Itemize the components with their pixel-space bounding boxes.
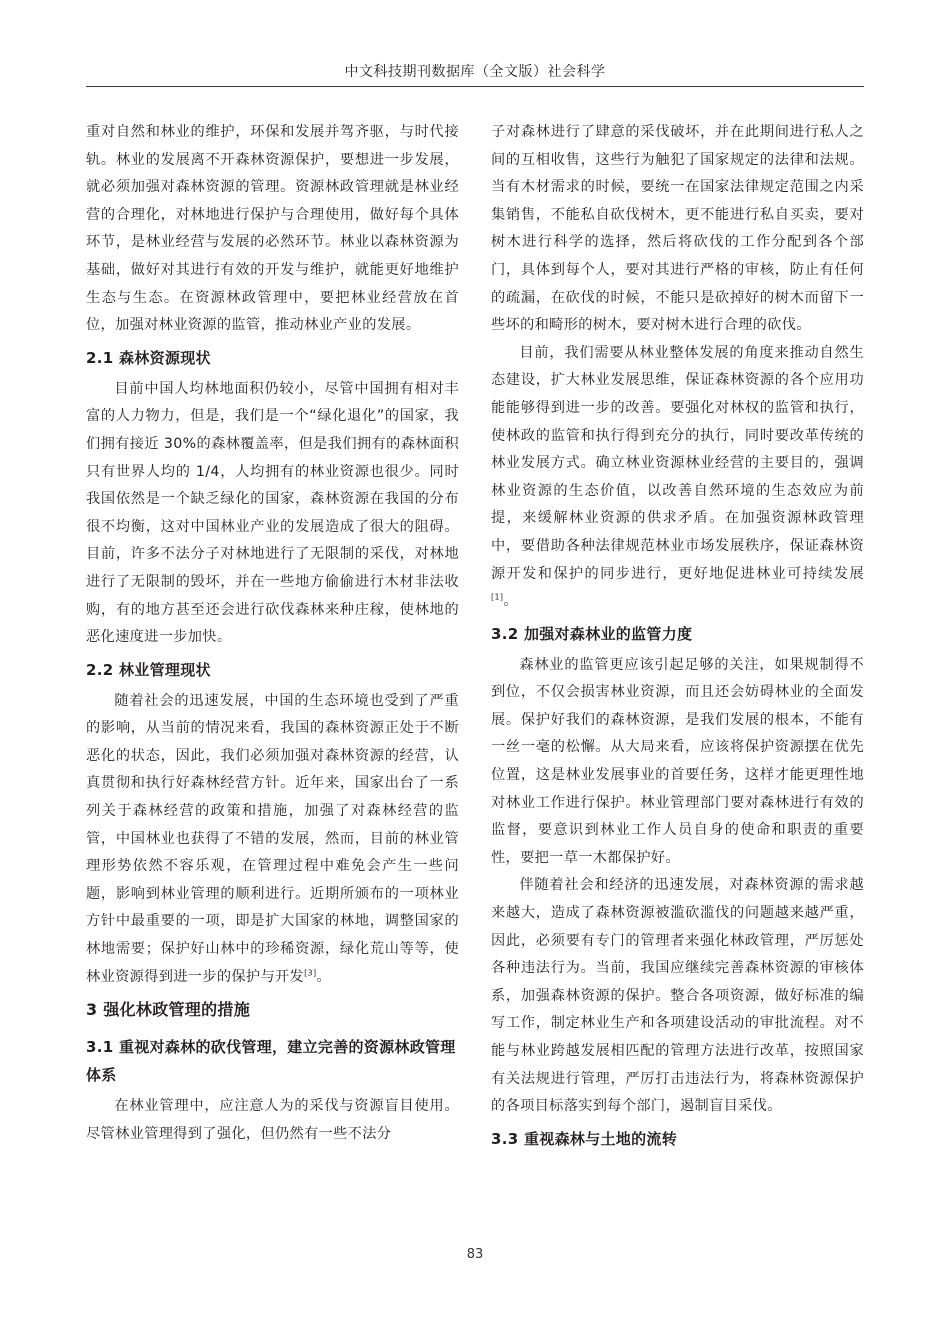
- paragraph-text: 随着社会的迅速发展，中国的生态环境也受到了严重的影响，从当前的情况来看，我国的森林资源正处于不断恶化的状态，因此，我们必须加强对森林资源的经营，认真贯彻和执行好森林经营方针。近年来，国家出台了一系列关于森林经营的政策和措施，加强了对森林经营的监管，中国林业也获得了不错的发展，然而，目前的林业管理形势依然不容乐观，在管理过程中难免会产生一些问题，影响到林业管理的顺利进行。近期所颁布的一项林业方针中最重要的一项，即是扩大国家的林地，调整国家的林地需要；保护好山林中的珍稀资源，绿化荒山等等，使林业资源得到进一步的保护与开发: [86, 692, 459, 985]
- section-heading-2-2: 2.2 林业管理现状: [86, 660, 211, 679]
- paragraph: 森林业的监管更应该引起足够的关注，如果规制得不到位，不仅会损害林业资源，而且还会妨碍林业的全面发展。保护好我们的森林资源，是我们发展的根本，不能有一丝一毫的松懈。从大局来看，应该将保护资源摆在优先位置，这是林业发展事业的首要任务，这样才能更理性地对林业工作进行保护。林业管理部门要对森林进行有效的监督，要意识到林业工作人员自身的使命和职责的重要性，要把一草一木都保护好。: [491, 656, 864, 866]
- paragraph: [491, 340, 864, 616]
- section-heading-3-3: 3.3 重视森林与土地的流转: [491, 1129, 677, 1148]
- paragraph-text: 目前，我们需要从林业整体发展的角度来推动自然生态建设，扩大林业发展思维，保证森林资源的各个应用功能能够得到进一步的改善。要强化对林权的监管和执行，使林政的监管和执行得到充分的执行，同时要改革传统的林业发展方式。确立林业资源林业经营的主要目的，强调林业资源的生态价值，以改善自然环境的生态效应为前提，来缓解林业资源的供求矛盾。在加强资源林政管理中，要借助各种法律规范林业市场发展秩序，保证森林资源开发和保护的同步进行，更好地促进林业可持续发展: [491, 344, 864, 582]
- running-header: 中文科技期刊数据库（全文版）社会科学: [86, 60, 864, 87]
- paragraph-end: 。: [503, 593, 518, 610]
- paragraph: [86, 688, 459, 992]
- paragraph-end: 。: [316, 968, 332, 985]
- left-column: [86, 119, 459, 1148]
- paragraph: 在林业管理中，应注意人为的采伐与资源盲目使用。尽管林业管理得到了强化，但仍然有一些不法分: [86, 1098, 459, 1142]
- right-column: [491, 119, 864, 1157]
- section-heading-2-1: 2.1 森林资源现状: [86, 348, 211, 367]
- page-number: 83: [466, 1247, 484, 1262]
- section-heading-3-2: 3.2 加强对森林业的监管力度: [491, 624, 693, 643]
- citation-ref[interactable]: [1]: [491, 592, 504, 602]
- section-heading-3: 3 强化林政管理的措施: [86, 1000, 251, 1020]
- section-heading-3-1: 3.1 重视对森林的砍伐管理，建立完善的资源林政管理体系: [86, 1038, 456, 1085]
- paragraph: 目前中国人均林地面积仍较小，尽管中国拥有相对丰富的人力物力，但是，我们是一个“绿化退化”的国家，我们拥有接近 30%的森林覆盖率，但是我们拥有的森林面积只有世界人均的 1/4，人均拥有的林业资源也很少。同时我国依然是一个缺乏绿化的国家，森林资源在我国的分布很不均衡，这对中国林业产业的发展造成了很大的阻碍。目前，许多不法分子对林地进行了无限制的采伐，对林地进行了无限制的毁坏，并在一些地方偷偷进行木材非法收购，有的地方甚至还会进行砍伐森林来种庄稼，使林地的恶化速度进一步加快。: [86, 380, 459, 646]
- paragraph: 伴随着社会和经济的迅速发展，对森林资源的需求越来越大，造成了森林资源被滥砍滥伐的问题越来越严重，因此，必须要有专门的管理者来强化林政管理，严厉惩处各种违法行为。当前，我国应继续完善森林资源的审核体系，加强森林资源的保护。整合各项资源，做好标准的编写工作，制定林业生产和各项建设活动的审批流程。对不能与林业跨越发展相匹配的管理方法进行改革，按照国家有关法规进行管理，严厉打击违法行为，将森林资源保护的各项目标落实到每个部门，遏制盲目采伐。: [491, 877, 864, 1115]
- paragraph: 重对自然和林业的维护，环保和发展并驾齐驱，与时代接轨。林业的发展离不开森林资源保护，要想进一步发展，就必须加强对森林资源的管理。资源林政管理就是林业经营的合理化，对林地进行保护与合理使用，做好每个具体环节，是林业经营与发展的必然环节。林业以森林资源为基础，做好对其进行有效的开发与维护，就能更好地维护生态与生态。在资源林政管理中，要把林业经营放在首位，加强对林业资源的监管，推动林业产业的发展。: [86, 124, 459, 334]
- citation-ref[interactable]: [3]: [304, 967, 317, 977]
- paragraph: 子对森林进行了肆意的采伐破坏，并在此期间进行私人之间的互相收售，这些行为触犯了国家规定的法律和法规。当有木材需求的时候，要统一在国家法律规定范围之内采集销售，不能私自砍伐树木，更不能进行私自买卖，要对树木进行科学的选择，然后将砍伐的工作分配到各个部门，具体到每个人，要对其进行严格的审核，防止有任何的疏漏，在砍伐的时候，不能只是砍掉好的树木而留下一些坏的和畸形的树木，要对树木进行合理的砍伐。: [491, 124, 864, 334]
